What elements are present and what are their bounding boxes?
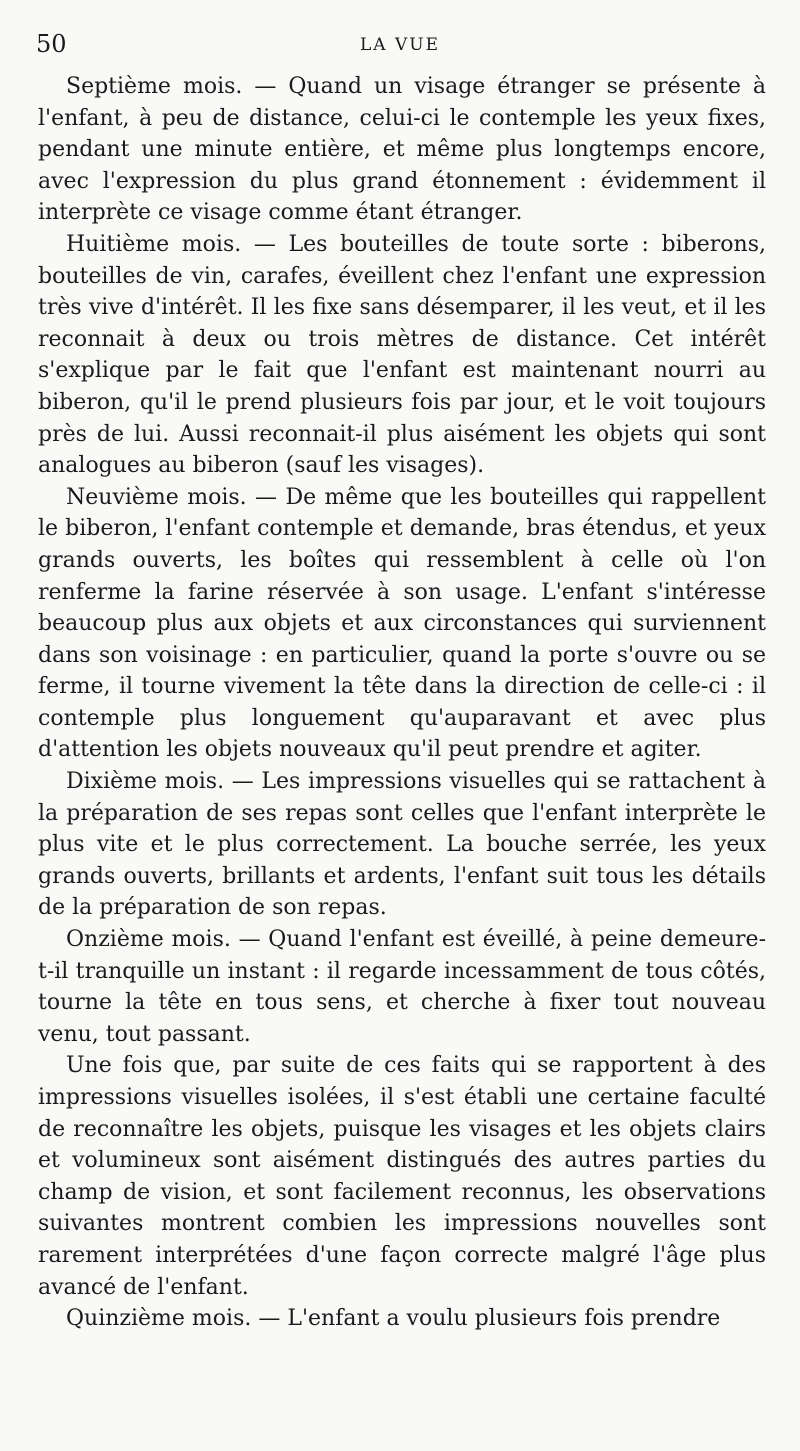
running-title: LA VUE bbox=[360, 35, 440, 55]
paragraph-quinzieme-mois: Quinzième mois. — L'enfant a voulu plusieurs fois prendre bbox=[66, 1306, 721, 1332]
paragraph-neuvieme-mois: Neuvième mois. — De même que les bouteilles qui rappellent le biberon, l'enfant contemple et demande, bras étendus, et yeux grands ouverts, les boîtes qui ressemblent à celle où l'on renferme la farine réservée à son usage. L'enfant s'intéresse beaucoup plus aux objets et aux circonstances qui surviennent dans son voisinage : en particulier, quand la porte s'ouvre ou se ferme, il tourne vivement la tête dans la direction de celle-ci : il contemple plus longuement qu'auparavant et avec plus d'attention les objets nouveaux qu'il peut prendre et agiter. bbox=[38, 484, 766, 763]
running-head bbox=[36, 30, 764, 64]
text-body bbox=[38, 71, 766, 1335]
page-number: 50 bbox=[36, 30, 67, 58]
paragraph-septieme-mois: Septième mois. — Quand un visage étranger se présente à l'enfant, à peu de distance, celui-ci le contemple les yeux fixes, pendant une minute entière, et même plus longtemps encore, avec l'expression du plus grand étonnement : évidemment il interprète ce visage comme étant étranger. bbox=[38, 74, 766, 226]
paragraph-onzieme-mois: Onzième mois. — Quand l'enfant est éveillé, à peine demeure-t-il tranquille un instant : il regarde incessamment de tous côtés, tourne la tête en tous sens, et cherche à fixer tout nouveau venu, tout passant. bbox=[38, 927, 766, 1047]
paragraph-reconnaissance: Une fois que, par suite de ces faits qui se rapportent à des impressions visuelles isolées, il s'est établi une certaine faculté de reconnaître les objets, puisque les visages et les objets clairs et volumineux sont aisément distingués des autres parties du champ de vision, et sont facilement reconnus, les observations suivantes montrent combien les impressions nouvelles sont rarement interprétées d'une façon correcte malgré l'âge plus avancé de l'enfant. bbox=[38, 1053, 766, 1300]
paragraph-dixieme-mois: Dixième mois. — Les impressions visuelles qui se rattachent à la préparation de ses repas sont celles que l'enfant interprète le plus vite et le plus correctement. La bouche serrée, les yeux grands ouverts, brillants et ardents, l'enfant suit tous les détails de la préparation de son repas. bbox=[38, 769, 766, 921]
paragraph-huitieme-mois: Huitième mois. — Les bouteilles de toute sorte : biberons, bouteilles de vin, carafes, éveillent chez l'enfant une expression très vive d'intérêt. Il les fixe sans désemparer, il les veut, et il les reconnait à deux ou trois mètres de distance. Cet intérêt s'explique par le fait que l'enfant est maintenant nourri au biberon, qu'il le prend plusieurs fois par jour, et le voit toujours près de lui. Aussi reconnait-il plus aisément les objets qui sont analogues au biberon (sauf les visages). bbox=[38, 231, 766, 479]
